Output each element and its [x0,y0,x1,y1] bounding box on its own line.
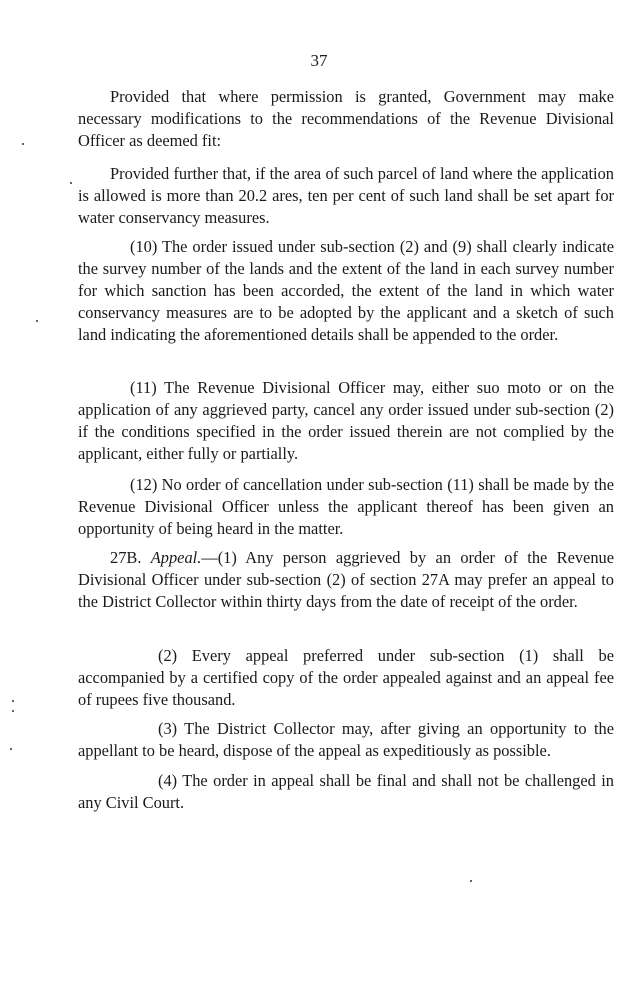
subsection-10-paragraph: (10) The order issued under sub-section (2) and (9) shall clearly indicate the survey number of the lands and the extent of the land in each survey number for which sanction has been accorded, the extent of the land in which water conservancy measures are to be adopted by the applicant and a sketch of such land indicating the aforementioned details shall be appended to the order. [78,237,614,344]
section-27b-paragraph [78,547,614,613]
section-dash: — [201,548,218,567]
scan-speck [470,880,472,882]
section-heading: Appeal. [150,548,202,567]
scan-speck [70,182,72,184]
section-number: 27B. [110,548,142,567]
section-27b-text: (1) Any person aggrieved by an order of the Revenue Divisional Officer under sub-section (2) of section 27A may prefer an appeal to the District Collector within thirty days from the date of receipt of the order. [78,548,614,611]
subsection-12-paragraph: (12) No order of cancellation under sub-section (11) shall be made by the Revenue Divisional Officer unless the applicant thereof has been given an opportunity of being heard in the matter. [78,475,614,538]
appeal-subsection-4-paragraph: (4) The order in appeal shall be final and shall not be challenged in any Civil Court. [78,771,614,812]
scan-speck [36,320,38,322]
proviso-paragraph: Provided that where permission is granted, Government may make necessary modifications to the recommendations of the Revenue Divisional Officer as deemed fit: [78,87,614,150]
scan-speck [10,748,12,750]
page-number: 37 [310,51,328,70]
scan-speck [22,143,24,145]
further-proviso-paragraph: Provided further that, if the area of such parcel of land where the application is allowed is more than 20.2 ares, ten per cent of such land shall be set apart for water conservancy measures. [78,164,614,227]
scan-speck [12,710,14,712]
appeal-subsection-3-paragraph: (3) The District Collector may, after giving an opportunity to the appellant to be heard, dispose of the appeal as expeditiously as possible. [78,719,614,760]
subsection-11-paragraph: (11) The Revenue Divisional Officer may, either suo moto or on the application of any aggrieved party, cancel any order issued under sub-section (2) if the conditions specified in the order issued therein are not complied by the applicant, either fully or partially. [78,378,614,463]
scan-speck [12,700,14,702]
appeal-subsection-2-paragraph: (2) Every appeal preferred under sub-section (1) shall be accompanied by a certified copy of the order appealed against and an appeal fee of rupees five thousand. [78,646,614,709]
